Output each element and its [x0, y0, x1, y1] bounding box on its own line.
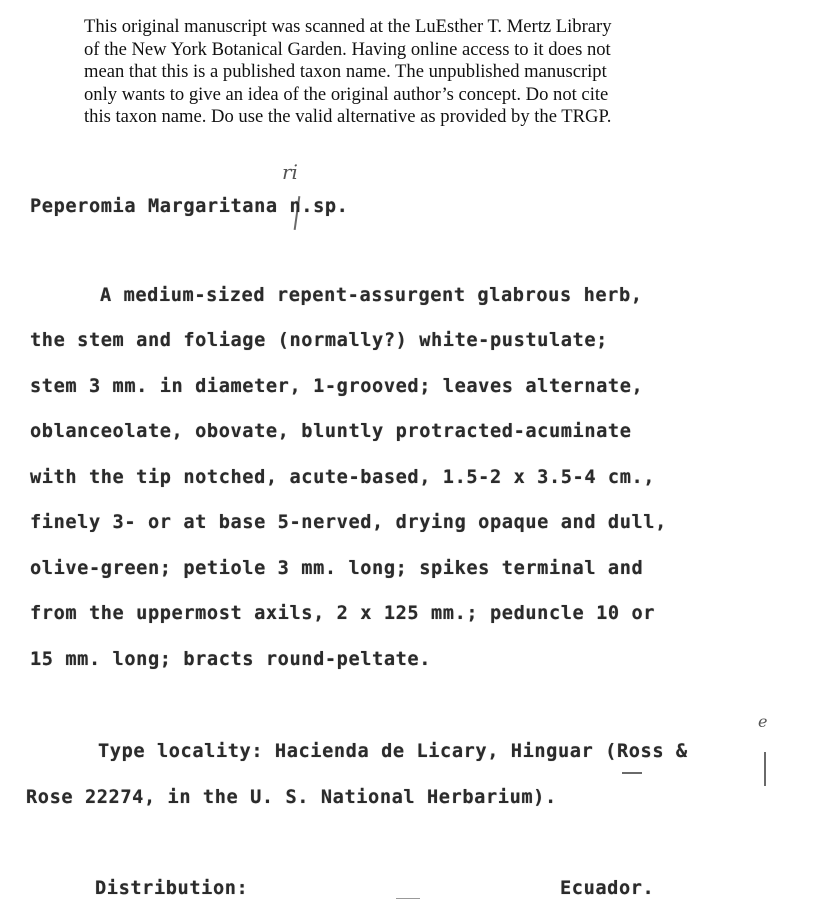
- disclaimer-line: of the New York Botanical Garden. Having online access to it does not: [84, 38, 611, 60]
- disclaimer-line: only wants to give an idea of the original author’s concept. Do not cite: [84, 83, 609, 105]
- description-line: the stem and foliage (normally?) white-pustulate;: [30, 330, 608, 351]
- description-line: olive-green; petiole 3 mm. long; spikes terminal and: [30, 558, 644, 579]
- distribution-value: Ecuador.: [560, 878, 655, 899]
- handwritten-correction-title: ri: [282, 160, 298, 184]
- description-line: from the uppermost axils, 2 x 125 mm.; peduncle 10 or: [30, 603, 656, 624]
- disclaimer-line: mean that this is a published taxon name. The unpublished manuscript: [84, 61, 607, 82]
- description-line: 15 mm. long; bracts round-peltate.: [30, 649, 432, 670]
- description-line: finely 3- or at base 5-nerved, drying opaque and dull,: [30, 512, 667, 533]
- description-line: oblanceolate, obovate, bluntly protracted-acuminate: [30, 421, 632, 442]
- library-disclaimer: [84, 16, 744, 129]
- type-locality-line: Type locality: Hacienda de Licary, Hinguar (Ross &: [98, 741, 688, 762]
- description-line: A medium-sized repent-assurgent glabrous herb,: [100, 285, 643, 306]
- disclaimer-line: This original manuscript was scanned at the LuEsther T. Mertz Library: [84, 16, 612, 37]
- type-locality-line: Rose 22274, in the U. S. National Herbarium).: [26, 787, 557, 808]
- smudge-mark: [396, 898, 420, 899]
- underline-stroke: [622, 772, 642, 774]
- species-title: Peperomia Margaritana n.sp.: [30, 196, 349, 217]
- correction-stroke: [764, 752, 766, 786]
- distribution-label: Distribution:: [95, 878, 249, 899]
- handwritten-correction-locality: e: [758, 712, 768, 731]
- description-line: with the tip notched, acute-based, 1.5-2 x 3.5-4 cm.,: [30, 467, 656, 488]
- description-line: stem 3 mm. in diameter, 1-grooved; leaves alternate,: [30, 376, 644, 397]
- disclaimer-line: this taxon name. Do use the valid alternative as provided by the TRGP.: [84, 106, 612, 127]
